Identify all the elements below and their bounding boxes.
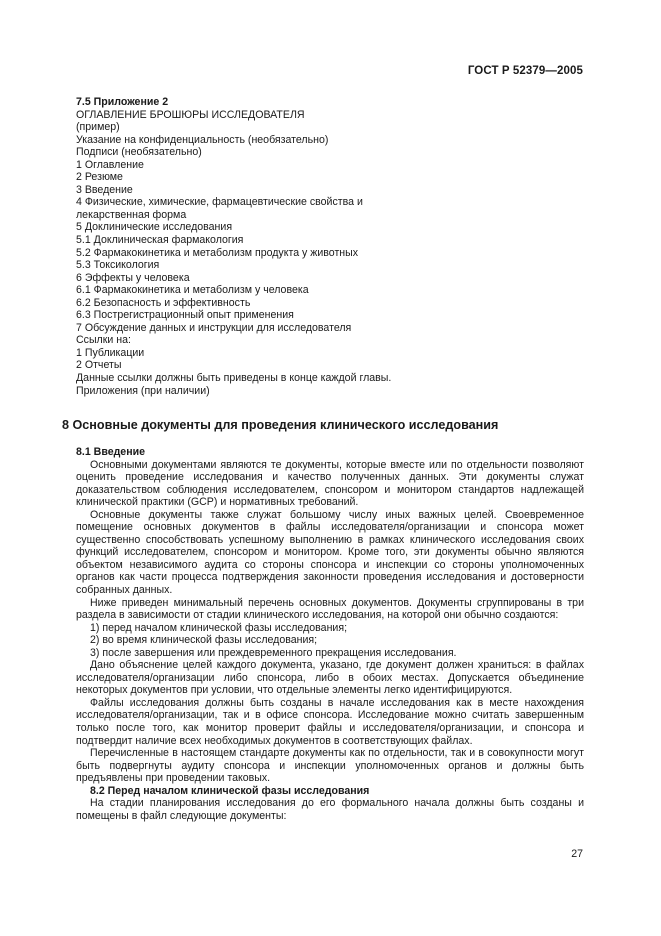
- toc-line: ОГЛАВЛЕНИЕ БРОШЮРЫ ИССЛЕДОВАТЕЛЯ: [76, 108, 305, 121]
- appendix-heading: 7.5 Приложение 2: [76, 96, 169, 108]
- standard-designation: ГОСТ Р 52379—2005: [467, 65, 583, 77]
- toc-line: Данные ссылки должны быть приведены в конце каждой главы.: [76, 372, 392, 385]
- appendix-2-block: [76, 96, 586, 397]
- paragraph: Основные документы также служат большому числу иных важных целей. Своевременное помещение основных документов в файлы исследователя/организации и спонсора может существенно способствовать успешному выполнению в рамках клинического исследования своих функций исследователем, спонсором и монитором. Кроме того, эти документы обычно являются объектом независимого аудита со стороны спонсора и инспекции со стороны уполномоченных органов как части процесса подтверждения законности проведения исследования и достоверности собранных данных.: [76, 508, 584, 597]
- paragraph: Дано объяснение целей каждого документа, указано, где документ должен храниться: в файлах исследователя/организации либо спонсора, либо в обоих местах. Допускается объединение некоторых документов при условии, что отдельные элементы легко идентифицируются.: [76, 659, 584, 697]
- list-item: 1) перед началом клинической фазы исследования;: [90, 621, 348, 634]
- toc-line: 1 Публикации: [76, 346, 145, 359]
- toc-line: 6.1 Фармакокинетика и метаболизм у человека: [76, 284, 309, 297]
- toc-line: 2 Резюме: [76, 171, 123, 184]
- toc-line: 5.2 Фармакокинетика и метаболизм продукта у животных: [76, 246, 359, 259]
- toc-line: лекарственная форма: [76, 208, 187, 221]
- section-8-body: [76, 446, 584, 822]
- toc-line: 5.3 Токсикология: [76, 259, 160, 272]
- paragraph: Файлы исследования должны быть созданы в начале исследования как в месте нахождения исследователя/организации, так и в офисе спонсора. Исследование можно считать завершенным только после того, как монитор проверит файлы и исследователя/организации, и спонсора и подтвердит наличие всех необходимых документов в соответствующих файлах.: [76, 696, 584, 747]
- section-8-title: 8 Основные документы для проведения клинического исследования: [62, 418, 499, 432]
- subsection-8-1-heading: 8.1 Введение: [76, 446, 146, 458]
- paragraph: Ниже приведен минимальный перечень основных документов. Документы сгруппированы в три раздела в зависимости от стадии клинического исследования, на которой они обычно создаются:: [76, 596, 584, 622]
- subsection-8-2-heading: 8.2 Перед началом клинической фазы исследования: [90, 784, 370, 797]
- toc-line: Подписи (необязательно): [76, 146, 202, 159]
- toc-line: 4 Физические, химические, фармацевтические свойства и: [76, 196, 363, 209]
- toc-line: Ссылки на:: [76, 334, 131, 347]
- paragraph: Перечисленные в настоящем стандарте документы как по отдельности, так и в совокупности могут быть подвергнуты аудиту спонсора и инспекции уполномоченных органов и должны быть предъявлены при проведении таковых.: [76, 747, 584, 785]
- toc-line: 6.3 Пострегистрационный опыт применения: [76, 309, 294, 322]
- toc-line: 7 Обсуждение данных и инструкции для исследователя: [76, 321, 352, 334]
- toc-line: Указание на конфиденциальность (необязательно): [76, 133, 329, 146]
- toc-line: 1 Оглавление: [76, 158, 144, 171]
- toc-line: 6 Эффекты у человека: [76, 271, 190, 284]
- paragraph: На стадии планирования исследования до его формального начала должны быть созданы и помещены в файл следующие документы:: [76, 797, 584, 822]
- toc-line: 6.2 Безопасность и эффективность: [76, 296, 251, 309]
- toc-line: 3 Введение: [76, 183, 133, 196]
- toc-line: 2 Отчеты: [76, 359, 122, 372]
- toc-line: 5 Доклинические исследования: [76, 221, 233, 234]
- toc-line: (пример): [76, 121, 120, 134]
- paragraph: Основными документами являются те документы, которые вместе или по отдельности позволяют оценить проведение исследования и качество полученных данных. Эти документы служат доказательством соблюдения исследователем, спонсором и монитором стандартов надлежащей клинической практики (GCP) и нормативных требований.: [76, 458, 584, 509]
- list-item: 3) после завершения или преждевременного прекращения исследования.: [90, 646, 457, 659]
- toc-line: Приложения (при наличии): [76, 384, 210, 397]
- list-item: 2) во время клинической фазы исследования;: [90, 634, 318, 647]
- toc-line: 5.1 Доклиническая фармакология: [76, 234, 244, 247]
- page-number: 27: [571, 848, 583, 860]
